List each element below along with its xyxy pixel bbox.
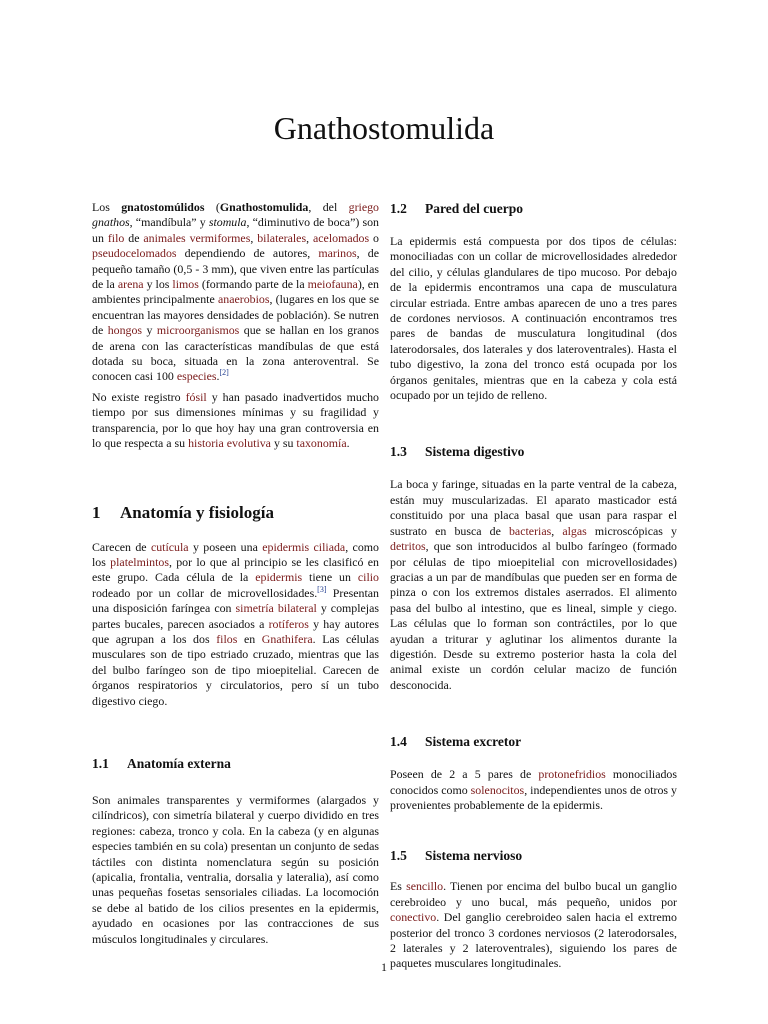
section-number: 1.3 (390, 444, 407, 460)
section-title: Pared del cuerpo (425, 201, 523, 216)
text-run: microscópicas y (586, 523, 677, 538)
italic-term: gnathos (92, 215, 130, 230)
text-run: No existe registro (92, 389, 186, 404)
text-run: , (lugares en los que se encuentran las mayores densidades de población). Se nutren de (92, 292, 380, 338)
section-1-3-paragraph (390, 477, 677, 693)
link-bacterias[interactable]: bacterias (508, 523, 552, 538)
link-epidermis-ciliada[interactable]: epidermis ciliada (262, 539, 346, 554)
link-solenocitos[interactable]: solenocitos (470, 782, 525, 797)
link-bilaterales[interactable]: bilaterales (257, 230, 307, 245)
link-limos[interactable]: limos (172, 277, 199, 292)
section-heading-1-1 (92, 755, 379, 773)
text-run: , como los (92, 539, 379, 569)
article-title: Gnathostomulida (273, 110, 495, 146)
text-run: . (346, 436, 350, 451)
link-arena[interactable]: arena (117, 277, 144, 292)
text-run: y (142, 323, 157, 338)
text-run: ( (204, 200, 220, 214)
section-heading-1-4 (390, 733, 677, 751)
section-title: Anatomía y fisiología (120, 502, 274, 522)
link-meiofauna[interactable]: meiofauna (307, 277, 358, 292)
text-run: , (250, 230, 258, 245)
text-run: y los (143, 277, 173, 292)
left-column (92, 200, 379, 947)
text-run: y complejas partes bucales, parecen asociados a (92, 601, 379, 631)
page-number: 1 (381, 960, 387, 974)
section-number: 1.1 (92, 755, 109, 771)
text-run: , “mandíbula” y (129, 215, 209, 230)
text-run: . Las células musculares son de tipo estriado cruzado, mientras que las del bulbo faríngeo son de tipo mioepitelial. Carecen de órganos respiratorios y circulatorios, pero sí un tubo digestivo ciego. (92, 631, 379, 708)
section-heading-1-2 (390, 200, 677, 218)
section-number: 1 (92, 502, 101, 522)
section-1-4-paragraph (390, 767, 677, 813)
text-run: ), en ambientes principalmente (92, 277, 380, 307)
text-run: de (124, 230, 144, 245)
link-sencillo[interactable]: sencillo (406, 879, 444, 894)
text-run: , del (308, 200, 349, 214)
text-run: tiene un (302, 570, 358, 585)
link-fosil[interactable]: fósil (185, 389, 207, 404)
section-title: Sistema nervioso (425, 848, 523, 864)
section-number: 1.2 (390, 201, 407, 216)
intro-paragraph-2 (92, 390, 379, 452)
link-cilio[interactable]: cilio (357, 570, 379, 585)
link-epidermis[interactable]: epidermis (255, 570, 303, 585)
link-vermiformes[interactable]: vermiformes (189, 230, 251, 245)
section-heading-1-3 (390, 443, 677, 461)
bold-term: Gnathostomulida (219, 200, 309, 214)
intro-paragraph-1 (92, 200, 379, 385)
link-griego[interactable]: griego (348, 200, 380, 214)
section-1-5-paragraph (390, 879, 677, 971)
section-heading-1-5 (390, 847, 677, 865)
section-title: Anatomía externa (127, 755, 231, 771)
link-animales[interactable]: animales (143, 230, 186, 245)
text-run: . Tienen por encima del bulbo bucal un ganglio cerebroideo y uno bucal, más pequeño, unidos por (390, 879, 677, 909)
text-run: , de pequeño tamaño (0,5 - 3 mm), que viven entre las partículas de la (92, 246, 379, 292)
right-column (390, 200, 677, 972)
link-rotiferos[interactable]: rotíferos (268, 616, 309, 631)
text-run: o (369, 230, 379, 245)
section-1-paragraph (92, 540, 379, 709)
link-filos[interactable]: filos (216, 631, 238, 646)
link-marinos[interactable]: marinos (318, 246, 357, 261)
section-number: 1.5 (390, 848, 407, 864)
link-gnathifera[interactable]: Gnathifera (261, 631, 313, 646)
text-run: que se hallan en los granos de arena con las características mandíbulas de que está dotada su boca, situada en la zona anteroventral. Se conocen casi 100 (92, 323, 379, 384)
link-simetria-bilateral[interactable]: simetría bilateral (235, 601, 317, 616)
text-run: , por lo que al principio se les clasificó en este grupo. Cada célula de la (92, 554, 379, 585)
italic-term: stomula (208, 215, 247, 230)
text-run: Los (92, 200, 122, 214)
text-run: , que son introducidos al bulbo faríngeo (formado por células de tipo mioepitelial con microvellosidades) gracias a un par de mandíbulas que pueden ser en forma de pinza o con los extremos distales aserrados. El alimento pasa del bulbo al intestino, que es lineal, simple y ciego. Las células que lo forman son contráctiles, por lo que ayudan a triturar y aglutinar los alimentos durante la digestión. Desde su extremo posterior hasta la cola del animal existe un cordón celular macizo de función desconocida. (390, 539, 677, 692)
section-title: Sistema digestivo (425, 444, 525, 460)
text-run: , independientes unos de otros y provenientes probablemente de la epidermis. (390, 782, 677, 812)
link-microorganismos[interactable]: microorganismos (156, 323, 240, 338)
text-run: y su (270, 436, 297, 451)
link-filo[interactable]: filo (107, 230, 125, 245)
text-run: y poseen una (188, 539, 263, 554)
text-run: , (306, 230, 313, 245)
bold-term: gnatostomúlidos (121, 200, 205, 214)
link-conectivo[interactable]: conectivo (390, 910, 437, 925)
text-run: Carecen de (92, 539, 151, 554)
text-run: rodeado por un collar de microvellosidades. (92, 585, 318, 600)
link-pseudocelomados[interactable]: pseudocelomados (92, 246, 177, 261)
text-run: Es (390, 879, 407, 894)
link-anaerobios[interactable]: anaerobios (217, 292, 270, 307)
link-historia-evolutiva[interactable]: historia evolutiva (188, 436, 271, 451)
link-especies[interactable]: especies (176, 369, 217, 384)
section-heading-1 (92, 502, 379, 524)
section-title: Sistema excretor (425, 734, 522, 750)
citation-2[interactable]: [2] (219, 368, 229, 378)
text-run: (formando parte de la (198, 277, 308, 292)
citation-3[interactable]: [3] (317, 584, 327, 594)
text-run: monociliados conocidos como (390, 767, 677, 797)
section-1-2-paragraph: La epidermis está compuesta por dos tipos de células: monociliadas con un collar de microvellosidades alrededor del cilio, y células glandulares de tipo mucoso. Por debajo de la epidermis encontramos una capa de musculatura circular estriada. Entre ambas aparecen de uno a tres pares de cordones nerviosos. A continuación encontramos tres pares de bandas de musculatura longitudinal (dos laterodorsales, dos laterales y dos lateroventrales). Hasta el tubo digestivo, la zona del tronco está ocupada por los órganos genitales, mientras que en la cabeza y cola está ocupado por un tejido de relleno. (390, 234, 677, 403)
text-run: Presentan una disposición faríngea con (92, 585, 379, 616)
section-number: 1.4 (390, 734, 407, 750)
link-detritos[interactable]: detritos (390, 539, 426, 554)
text-run: y hay autores que agrupan a los dos (92, 616, 379, 646)
text-run: , (551, 523, 563, 538)
link-hongos[interactable]: hongos (107, 323, 143, 338)
link-acelomados[interactable]: acelomados (312, 230, 370, 245)
text-run: y han pasado inadvertidos mucho tiempo por sus dimensiones mínimas y su fragilidad y transparencia, por lo que hoy hay una gran controversia en lo que respecta a su (92, 389, 379, 451)
text-run: en (237, 631, 262, 646)
section-1-1-paragraph: Son animales transparentes y vermiformes (alargados y cilíndricos), con simetría bilateral y cuerpo dividido en tres regiones: cabeza, tronco y cola. En la cabeza (y en algunas especies también en su cola) presentan un conjunto de sedas táctiles con distinta nomenclatura según su posición (apicalia, frontalia, ventralia, dorsalia y lateralia), así como unas pequeñas fosetas sensoriales ciliadas. La locomoción se debe al batido de los cilios presentes en la epidermis, ayudado en ocasiones por las contracciones de sus músculos longitudinales y circulares. (92, 792, 379, 946)
text-run: dependiendo de autores, (176, 246, 319, 261)
link-cuticula[interactable]: cutícula (150, 539, 189, 554)
text-run: . (216, 369, 220, 384)
text-run: Poseen de 2 a 5 pares de (390, 767, 539, 782)
link-algas[interactable]: algas (562, 523, 587, 538)
link-platelmintos[interactable]: platelmintos (110, 554, 169, 569)
text-run: La boca y faringe, situadas en la parte ventral de la cabeza, están muy muscularizadas. El aparato masticador está constituido por una placa basal que usan para raspar el sustrato en busca de (390, 477, 677, 538)
link-protonefridios[interactable]: protonefridios (538, 767, 606, 782)
text-run: , “diminutivo de boca”) son un (92, 215, 379, 245)
link-taxonomia[interactable]: taxonomía (296, 436, 347, 451)
text-run: . Del ganglio cerebroideo salen hacia el extremo posterior del tronco 3 cordones nerviosos (2 laterodorsales, 2 laterales y 2 lateroventrales), siguiendo los pares de paquetes musculares longitudinales. (390, 910, 677, 971)
